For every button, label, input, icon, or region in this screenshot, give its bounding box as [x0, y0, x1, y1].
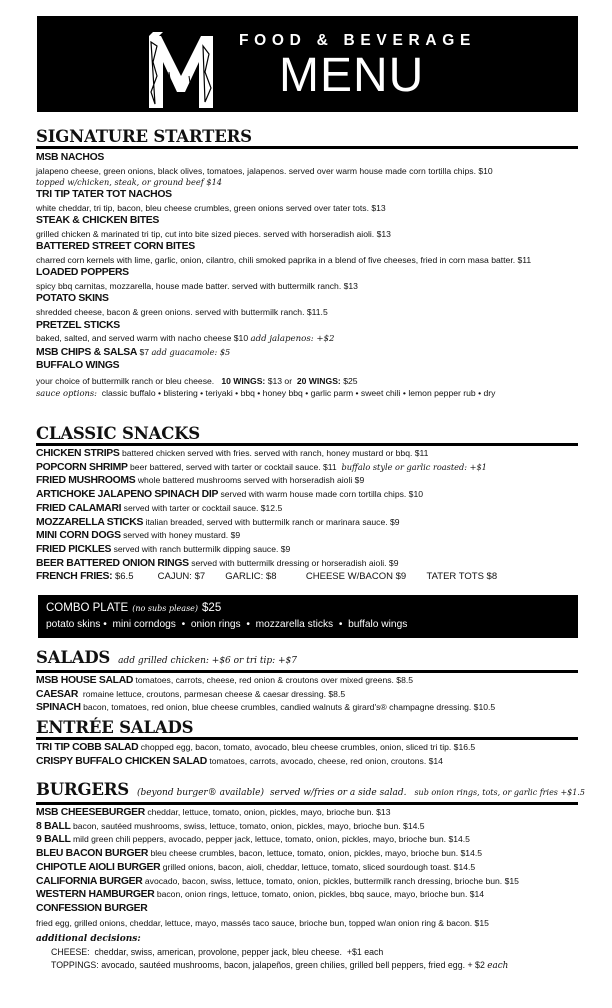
item-desc: romaine lettuce, croutons, parmesan cheese & caesar dressing. $8.5 [82, 688, 346, 699]
item-name: MOZZARELLA STICKS [36, 516, 144, 528]
item-desc: avocado, bacon, swiss, lettuce, tomato, onion, pickles, buttermilk ranch dressing, brioche bun. $15 [144, 875, 519, 886]
item-name: FRIED CALAMARI [36, 502, 122, 514]
item-desc-text: your choice of buttermilk ranch or bleu cheese. [36, 375, 215, 386]
item-note: buffalo style or garlic roasted: +$1 [341, 461, 487, 472]
item-name: POTATO SKINS [36, 293, 109, 305]
section-heading [36, 649, 578, 673]
item-name: MSB CHIPS & SALSA [36, 346, 138, 358]
item-name: MSB NACHOS [36, 152, 105, 163]
item-name: TRI TIP COBB SALAD [36, 742, 139, 753]
fries-row [36, 570, 578, 584]
wings-twenty-label: 20 WINGS: [296, 375, 341, 386]
item-desc: tomatoes, carrots, avocado, cheese, red onion, croutons. $14 [209, 755, 443, 766]
fries-tots: TATER TOTS $8 [426, 571, 498, 583]
item-name: CAESAR [36, 688, 79, 700]
list-item [36, 820, 578, 834]
combo-title-row [46, 601, 570, 616]
sauce-label: sauce options: [36, 388, 97, 399]
item-desc: mild green chili peppers, avocado, pepper jack, lettuce, tomato, onion, pickles, mayo, brioche bun. $14.5 [72, 834, 470, 845]
item-name: PRETZEL STICKS [36, 319, 120, 331]
item-name: TRI TIP TATER TOT NACHOS [36, 189, 172, 201]
item-name: MSB CHEESEBURGER [36, 807, 145, 818]
fries-cheese: CHEESE W/BACON $9 [305, 571, 407, 583]
item-desc-text: baked, salted, and served warm with nacho cheese $10 [36, 333, 249, 344]
item-note: add guacamole: $5 [151, 346, 231, 357]
item-desc [36, 332, 578, 346]
item-desc: white cheddar, tri tip, bacon, bleu cheese crumbles, green onions served over tater tots. $13 [36, 202, 386, 213]
item-desc: chopped egg, bacon, tomato, avocado, bleu cheese crumbles, onion, sliced tri tip. $16.5 [140, 742, 476, 752]
combo-separator: • [338, 619, 343, 630]
item-desc: served with warm house made corn tortilla chips. $10 [220, 489, 424, 500]
item-name: CALIFORNIA BURGER [36, 875, 143, 887]
item-name: FRIED PICKLES [36, 543, 112, 555]
item-name: CHICKEN STRIPS [36, 448, 120, 459]
list-item [36, 741, 578, 755]
sauce-list: classic buffalo • blistering • teriyaki • bbq • honey bbq • garlic parm • sweet chili • lemon pepper rub • dry [101, 388, 496, 399]
item-name: CRISPY BUFFALO CHICKEN SALAD [36, 755, 207, 767]
section-note-served: served w/fries or a side salad. [270, 788, 407, 798]
item-desc: battered chicken served with fries. served with ranch, honey mustard or bbq. $11 [121, 448, 429, 458]
list-item [36, 861, 578, 875]
additional-title: additional decisions: [36, 933, 141, 944]
item-desc: bacon, onion rings, lettuce, tomato, onion, pickles, bbq sauce, mayo, brioche bun. $14 [156, 889, 485, 900]
item-desc: cheddar, lettuce, tomato, onion, pickles, mayo, brioche bun. $13 [147, 807, 391, 817]
item-price: $7 [139, 346, 150, 357]
list-item [36, 557, 578, 571]
item-desc: fried egg, grilled onions, cheddar, lettuce, mayo, massés taco sauce, brioche bun, topped w/an onion ring & bacon. $15 [36, 917, 489, 928]
list-item [36, 529, 578, 543]
list-item [36, 543, 578, 557]
item-desc: bleu cheese crumbles, bacon, lettuce, tomato, onion, pickles, mayo, brioche bun. $14.5 [150, 848, 483, 859]
list-item [36, 488, 578, 502]
item-desc: italian breaded, served with buttermilk ranch or marinara sauce. $9 [145, 516, 400, 527]
header-subtitle: FOOD & BEVERAGE [239, 32, 477, 49]
wings-or: or [284, 375, 293, 386]
list-item [36, 516, 578, 530]
list-item [36, 447, 578, 461]
header-title: MENU [279, 49, 425, 102]
section-note-sub: sub onion rings, tots, or garlic fries +$1.5 [414, 788, 585, 797]
item-desc: served with buttermilk dressing or horseradish aioli. $9 [191, 557, 399, 568]
list-item [36, 701, 578, 715]
section-burgers [36, 780, 585, 974]
item-name: MSB HOUSE SALAD [36, 675, 134, 686]
wings-twenty-price: $25 [343, 375, 358, 386]
combo-item: mini corndogs [112, 619, 176, 630]
fries-label: FRENCH FRIES: [36, 571, 113, 583]
additional-decisions [36, 932, 578, 974]
item-name: POPCORN SHRIMP [36, 461, 128, 473]
fries-price: $6.5 [114, 571, 134, 583]
item-desc: beer battered, served with tarter or cocktail sauce. $11 [130, 461, 337, 472]
item-desc: grilled onions, bacon, aioli, cheddar, lettuce, tomato, sliced sourdough toast. $14.5 [162, 861, 476, 872]
item-name: BLEU BACON BURGER [36, 848, 149, 860]
item-name: SPINACH [36, 702, 81, 714]
list-item [36, 847, 578, 861]
combo-item: buffalo wings [348, 619, 408, 630]
item-desc: served with ranch buttermilk dipping sauce. $9 [113, 543, 291, 554]
wings-desc [36, 375, 578, 388]
item-desc: served with tarter or cocktail sauce. $12.5 [123, 502, 283, 513]
toppings-label: TOPPINGS: [51, 960, 99, 971]
section-signature-starters [36, 128, 578, 400]
item-desc: bacon, sautéed mushrooms, swiss, lettuce, tomato, onion, pickles, mayo, brioche bun. $14.5 [72, 820, 425, 831]
section-note: add grilled chicken: +$6 or tri tip: +$7 [118, 656, 298, 666]
cheese-price: +$1 each [346, 946, 384, 957]
toppings-row [36, 959, 578, 974]
combo-price: $25 [202, 602, 222, 614]
chips-row [36, 346, 578, 360]
item-desc: bacon, tomatoes, red onion, blue cheese crumbles, candied walnuts & girard's® champagne dressing. $10.5 [83, 702, 496, 713]
toppings-price: each [487, 961, 509, 972]
item-name: ARTICHOKE JALAPENO SPINACH DIP [36, 489, 219, 501]
cheese-options: cheddar, swiss, american, provolone, pepper jack, bleu cheese. [94, 946, 342, 957]
logo-m-icon [149, 32, 213, 108]
list-item [36, 688, 578, 702]
fries-garlic: GARLIC: $8 [225, 571, 277, 583]
list-item [36, 674, 578, 688]
list-item [36, 502, 578, 516]
section-heading: ENTRÉE SALADS [36, 719, 578, 740]
item-note: add jalapenos: +$2 [250, 334, 335, 345]
item-name: LOADED POPPERS [36, 267, 129, 279]
item-name: CONFESSION BURGER [36, 902, 148, 914]
combo-separator: • [103, 619, 107, 630]
item-name: BUFFALO WINGS [36, 360, 120, 372]
item-name: 8 BALL [36, 820, 71, 832]
list-item [36, 755, 578, 769]
list-item [36, 888, 578, 902]
fries-cajun: CAJUN: $7 [157, 571, 206, 583]
item-desc: shredded cheese, bacon & green onions. served with buttermilk ranch. $11.5 [36, 306, 328, 317]
section-entree-salads [36, 719, 578, 768]
combo-item: onion rings [190, 619, 241, 630]
combo-separator: • [246, 619, 250, 630]
item-name: WESTERN HAMBURGER [36, 889, 155, 901]
item-name: 9 BALL [36, 834, 71, 846]
section-title: BURGERS [36, 780, 129, 799]
cheese-row [36, 946, 578, 960]
list-item [36, 833, 578, 847]
item-name: BATTERED STREET CORN BITES [36, 241, 195, 253]
section-classic-snacks [36, 425, 578, 584]
wings-ten-price: $13 [267, 375, 283, 386]
list-item [36, 461, 578, 475]
section-title: SALADS [36, 648, 111, 667]
section-heading [36, 780, 585, 805]
wings-ten-label: 10 WINGS: [221, 375, 266, 386]
item-name: STEAK & CHICKEN BITES [36, 215, 160, 227]
combo-title: COMBO PLATE [46, 602, 129, 614]
item-name: MINI CORN DOGS [36, 530, 121, 542]
section-salads [36, 649, 578, 715]
item-name: FRIED MUSHROOMS [36, 475, 136, 487]
toppings-options: avocado, sautéed mushrooms, bacon, jalapeños, green chilies, grilled bell peppers, fried egg. + $2 [101, 960, 485, 971]
list-item [36, 806, 578, 820]
list-item [36, 474, 578, 488]
section-note: (beyond burger® available) [136, 788, 264, 798]
item-note: topped w/chicken, steak, or ground beef $14 [36, 177, 223, 188]
sauce-row [36, 387, 578, 400]
item-name: BEER BATTERED ONION RINGS [36, 557, 189, 569]
item-desc: tomatoes, carrots, cheese, red onion & croutons over mixed greens. $8.5 [135, 675, 414, 685]
cheese-label: CHEESE: [51, 946, 90, 957]
item-desc: spicy bbq carnitas, mozzarella, house made batter. served with buttermilk ranch. $13 [36, 280, 358, 291]
item-desc: whole battered mushrooms served with horseradish aioli $9 [137, 475, 365, 486]
combo-item: potato skins [46, 619, 101, 630]
combo-plate-box [38, 595, 578, 638]
combo-items [46, 617, 570, 633]
item-desc: charred corn kernels with lime, garlic, onion, cilantro, chili smoked paprika in a blend of five cheeses, fried in corn masa batter. $11 [36, 254, 532, 265]
menu-header [37, 16, 578, 112]
list-item [36, 875, 578, 889]
item-name: CHIPOTLE AIOLI BURGER [36, 861, 161, 873]
item-desc: jalapeno cheese, green onions, black olives, tomatoes, jalapenos. served over warm house made corn tortilla chips. $10 [36, 165, 493, 176]
section-heading: SIGNATURE STARTERS [36, 128, 578, 149]
combo-item: mozzarella sticks [255, 619, 334, 630]
item-desc: grilled chicken & marinated tri tip, cut into bite sized pieces. served with horseradish aioli. $13 [36, 228, 391, 239]
combo-note: (no subs please) [132, 604, 199, 613]
item-desc: served with honey mustard. $9 [123, 530, 241, 541]
section-heading: CLASSIC SNACKS [36, 425, 578, 446]
combo-separator: • [181, 619, 186, 630]
